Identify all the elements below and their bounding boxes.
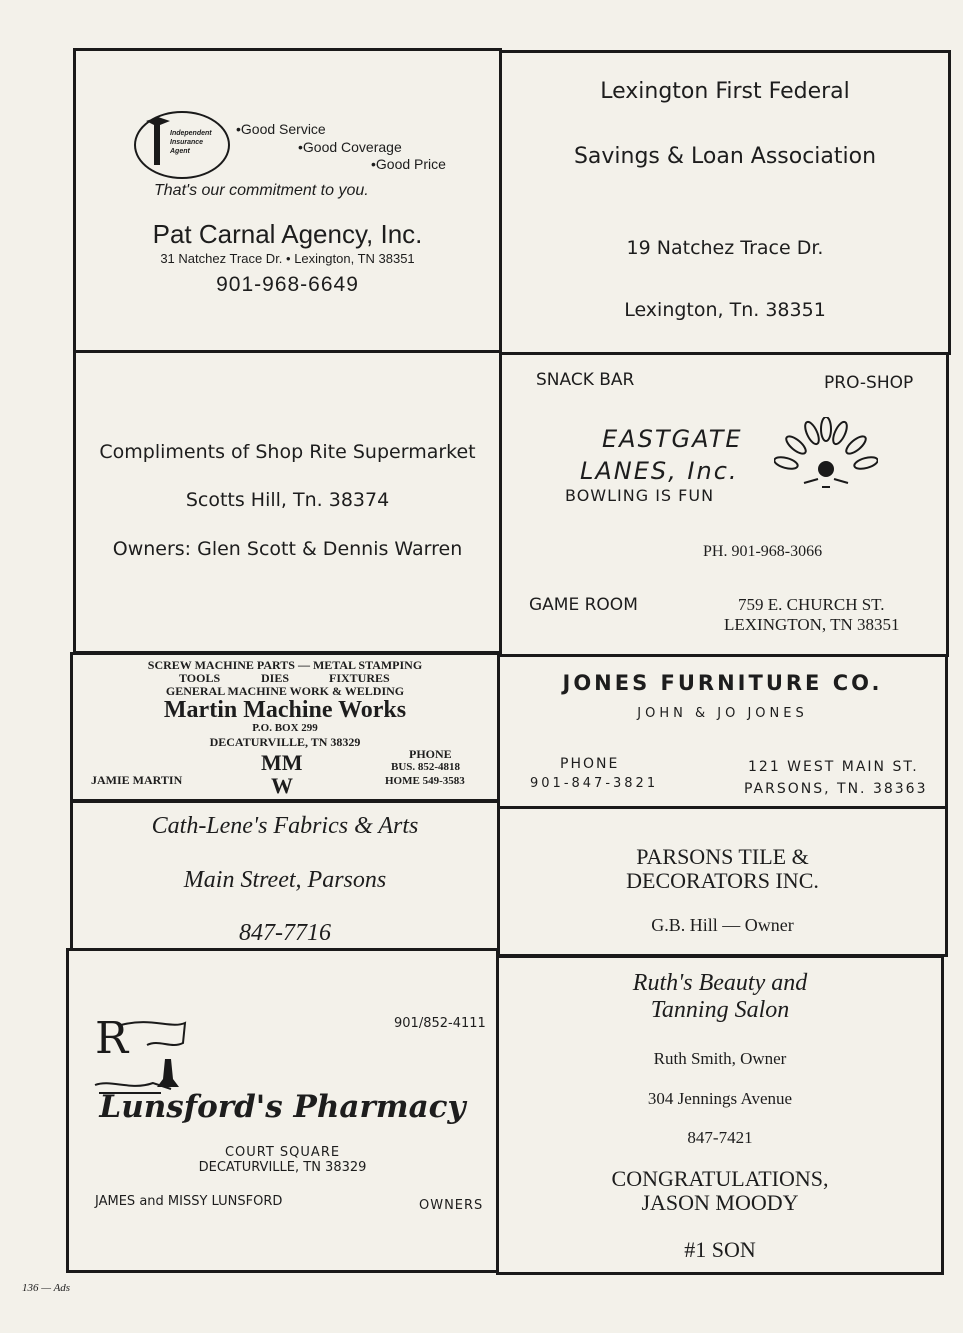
tagline: That's our commitment to you. <box>154 182 369 199</box>
eastgate-address-street: 759 E. CHURCH ST. <box>738 595 885 614</box>
ruth-phone: 847-7421 <box>687 1128 753 1147</box>
page-number: 136 — Ads <box>22 1282 71 1294</box>
parsons-name-line2: DECORATORS INC. <box>626 868 819 893</box>
bank-subtitle: Savings & Loan Association <box>573 144 877 169</box>
bowling-pins-icon <box>774 417 878 493</box>
jones-address-city: PARSONS, TN. 38363 <box>744 781 928 797</box>
ruth-address: 304 Jennings Avenue <box>647 1089 793 1108</box>
ad-parsons-tile <box>497 806 948 957</box>
ad-lunsfords-pharmacy <box>66 948 499 1273</box>
jones-address-street: 121 WEST MAIN ST. <box>748 759 919 775</box>
svg-text:R: R <box>95 1013 129 1064</box>
bullet-good-price: •Good Price <box>371 156 446 172</box>
game-room-label: GAME ROOM <box>529 595 638 615</box>
ruth-owner: Ruth Smith, Owner <box>653 1049 787 1068</box>
pharmacy-scroll-logo <box>91 1009 191 1099</box>
ad-lexington-first-federal <box>499 50 951 355</box>
pharmacy-phone: 901/852-4111 <box>394 1016 486 1031</box>
martin-owner: JAMIE MARTIN <box>91 773 183 787</box>
ad-ruths-beauty-salon <box>496 955 944 1275</box>
logo-text: Independent Insurance Agent <box>170 130 212 155</box>
martin-services-line3: GENERAL MACHINE WORK & WELDING <box>165 684 405 698</box>
parsons-name-line1: PARSONS TILE & <box>636 844 809 869</box>
congratulations-line: CONGRATULATIONS, <box>611 1166 829 1191</box>
martin-bus-phone: BUS. 852-4818 <box>391 761 461 773</box>
ad-eastgate-lanes <box>499 352 949 657</box>
cathlene-street: Main Street, Parsons <box>183 867 387 893</box>
eagle-icon <box>144 115 172 169</box>
pharmacy-address-square: COURT SQUARE <box>224 1145 341 1160</box>
eastgate-phone: PH. 901-968-3066 <box>703 543 823 560</box>
martin-services-line1: SCREW MACHINE PARTS — METAL STAMPING <box>147 658 423 672</box>
bank-city: Lexington, Tn. 38351 <box>624 299 826 321</box>
mmw-logo-top: MM <box>261 750 303 775</box>
ad-pat-carnal-agency <box>73 48 502 353</box>
martin-city: DECATURVILLE, TN 38329 <box>209 735 361 749</box>
bullet-good-service: •Good Service <box>236 121 326 137</box>
ad-martin-machine-works <box>70 652 500 802</box>
martin-phone-label: PHONE <box>409 747 452 761</box>
ad-shop-rite-supermarket <box>73 350 502 654</box>
martin-name: Martin Machine Works <box>163 697 407 723</box>
pharmacy-owners-label: OWNERS <box>419 1198 484 1213</box>
parsons-owner: G.B. Hill — Owner <box>651 915 794 935</box>
ruth-name-line2: Tanning Salon <box>650 997 790 1023</box>
jones-name: JONES FURNITURE CO. <box>562 671 883 695</box>
martin-dies: DIES <box>261 671 290 685</box>
congratulations-name: JASON MOODY <box>641 1190 799 1215</box>
agency-name: Pat Carnal Agency, Inc. <box>152 219 423 249</box>
jones-phone: 901-847-3821 <box>530 776 659 791</box>
martin-fixtures: FIXTURES <box>329 671 390 685</box>
ad-cathlenes-fabrics <box>70 800 500 951</box>
shoprite-compliments: Compliments of Shop Rite Supermarket <box>99 441 476 463</box>
shoprite-owners: Owners: Glen Scott & Dennis Warren <box>112 538 463 560</box>
agency-address: 31 Natchez Trace Dr. • Lexington, TN 38351 <box>160 251 415 266</box>
pharmacy-address-city: DECATURVILLE, TN 38329 <box>198 1160 367 1175</box>
martin-box: P.O. BOX 299 <box>252 722 318 734</box>
bank-street: 19 Natchez Trace Dr. <box>626 237 824 259</box>
pro-shop-label: PRO-SHOP <box>824 373 914 393</box>
agency-phone: 901-968-6649 <box>216 273 359 296</box>
ruth-name-line1: Ruth's Beauty and <box>632 970 808 996</box>
pharmacy-name: Lunsford's Pharmacy <box>99 1089 466 1125</box>
jones-phone-label: PHONE <box>560 756 620 772</box>
cathlene-name: Cath-Lene's Fabrics & Arts <box>151 813 419 839</box>
martin-tools: TOOLS <box>179 671 221 685</box>
snack-bar-label: SNACK BAR <box>536 370 635 390</box>
bank-name: Lexington First Federal <box>600 79 850 104</box>
martin-home-phone: HOME 549-3583 <box>385 775 465 787</box>
eastgate-address-city: LEXINGTON, TN 38351 <box>724 615 900 634</box>
eastgate-slogan: BOWLING IS FUN <box>565 486 715 505</box>
bullet-good-coverage: •Good Coverage <box>298 139 402 155</box>
jones-owners: JOHN & JO JONES <box>637 706 808 721</box>
ad-jones-furniture <box>497 654 948 809</box>
cathlene-phone: 847-7716 <box>239 920 331 946</box>
eastgate-name-line1: EASTGATE <box>602 425 743 453</box>
shoprite-city: Scotts Hill, Tn. 38374 <box>185 489 390 511</box>
eastgate-name-line2: LANES, Inc. <box>580 457 739 485</box>
number-one-son: #1 SON <box>684 1237 756 1262</box>
mmw-logo-bottom: W <box>271 773 293 798</box>
pharmacy-owners-names: JAMES and MISSY LUNSFORD <box>95 1194 283 1209</box>
